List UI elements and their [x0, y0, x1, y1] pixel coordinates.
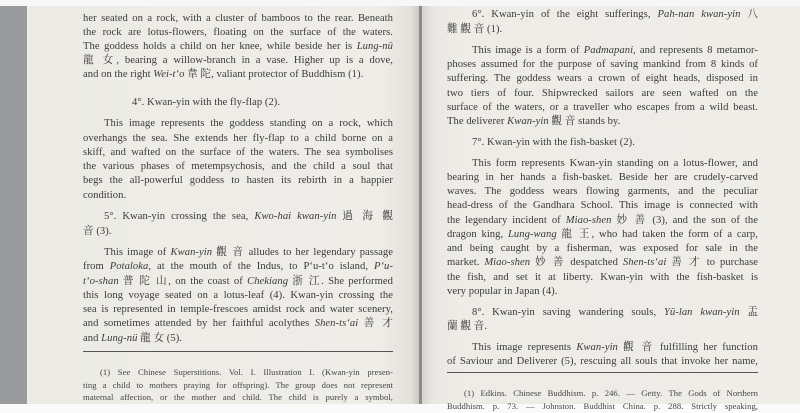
body-text-line [104, 117, 393, 131]
text-segment: the various phases of metempsychosis, and the child a soul that [83, 161, 393, 172]
body-text-line [83, 54, 393, 68]
italic-term: Shen-ts‘ai [314, 318, 359, 329]
text-segment: 6°. Kwan-yin of the eight sufferings, [472, 9, 658, 20]
body-text-line [83, 40, 393, 54]
text-segment: from [83, 261, 110, 272]
body-text-line [472, 306, 758, 320]
text-segment: very popular in Japan (4). [447, 286, 558, 297]
body-text-line [83, 260, 393, 274]
italic-term: Chekiang [247, 276, 289, 287]
text-segment: 過 海 觀 [336, 211, 394, 222]
text-segment: 盂 [739, 307, 759, 318]
text-segment: bearing in her hands a fish-basket. Beside her are crudely-carved [447, 172, 758, 183]
body-text-line [447, 355, 758, 369]
body-text-line [83, 189, 393, 203]
text-segment: 觀 音 alludes to her legendary passage [212, 247, 393, 258]
text-segment: and sometimes attended by her faithful acolythes [83, 318, 315, 329]
body-text-line [104, 246, 393, 260]
body-text-line [447, 185, 758, 199]
body-text-line [83, 225, 393, 239]
text-segment: suffering. The goddess wears a crown of eight heads, disposed in [447, 73, 758, 84]
text-segment: begs the all-powerful goddess to hasten its rebirth in a happier [83, 175, 393, 186]
text-segment: 觀 音 stands by. [548, 116, 621, 127]
text-segment: This form represents Kwan-yin standing on a lotus-flower, and [472, 158, 758, 169]
text-segment: 觀 音 fulfilling her function [617, 342, 758, 353]
footnote-line [464, 386, 758, 400]
text-segment: head-dress of the Gandhara School. This image is connected with [447, 200, 758, 211]
body-text-line [472, 136, 662, 150]
text-segment: this long voyage seated on a lotus-leaf (4). Kwan-yin crossing the [83, 290, 393, 301]
italic-term: Kwan-yin [576, 342, 618, 353]
text-segment: 5°. Kwan-yin crossing the sea, [104, 211, 255, 222]
text-segment: surface of the waters, or a traveller who escapes from a wild beast. [447, 102, 758, 113]
text-segment: skiff, and wafted on the surface of the waters. The sea symbolises [83, 147, 393, 158]
text-segment: 八 [740, 9, 759, 20]
text-segment: 妙 善 despatched [530, 257, 623, 268]
viewer-margin [0, 6, 27, 404]
italic-term: Kwan-yin [170, 247, 213, 258]
body-text-line [447, 101, 758, 115]
text-segment: 龍 王, who had taken the form of a carp, [556, 229, 758, 240]
text-segment: (1) See Chinese Superstitions. Vol. I. Illustration I. (Kwan-yin presen- [100, 367, 393, 377]
body-text-line [447, 320, 758, 334]
italic-term: Lung-wang [507, 229, 557, 240]
body-text-line [83, 289, 393, 303]
body-text-line [83, 317, 393, 331]
italic-term: Kwan-yin [507, 116, 549, 127]
italic-term: Lung-nü [356, 41, 393, 52]
body-text-line [472, 341, 758, 355]
text-segment: 4°. Kwan-yin with the fly-flap (2). [132, 97, 281, 108]
footnote-line [100, 365, 393, 379]
text-segment: This image represents the goddess standing on a rock, which [104, 118, 393, 129]
body-text-line [83, 132, 393, 146]
text-segment: and being caught by a fisherman, was exposed for sale in the [447, 243, 758, 254]
text-segment: and on the right [83, 69, 154, 80]
italic-term: Miao-shen [484, 257, 531, 268]
body-text-line [447, 271, 758, 285]
body-text-line [83, 303, 393, 317]
text-segment: dragon king, [447, 229, 508, 240]
text-segment: the rock are lotus-flowers, floating on the surface of the waters. [83, 27, 393, 38]
text-segment: at the mouth of the Indus, to P‘u-t‘o island, [151, 261, 374, 272]
footnote-divider [447, 372, 758, 373]
italic-term: Lung-nü [101, 333, 138, 344]
text-segment: Buddhism. p. 73. — Johnston. Buddhist China. p. 288. Strictly speaking, [447, 401, 758, 411]
text-segment: The goddess holds a child on her knee, while beside her is [83, 41, 357, 52]
italic-term: Yü-lan kwan-yin [663, 307, 740, 318]
body-text-line [472, 8, 758, 22]
left-page [27, 6, 419, 404]
italic-term: Kwo-hai kwan-yin [254, 211, 337, 222]
body-text-line [447, 228, 758, 242]
text-segment: 韋 陀, valiant protector of Buddhism (1). [184, 69, 364, 80]
body-text-line [447, 87, 758, 101]
text-segment: 音 (3). [83, 226, 112, 237]
body-text-line [83, 275, 393, 289]
body-text-line [447, 58, 758, 72]
text-segment: (1) Edkins. Chinese Buddhism. p. 246. — Getty. The Gods of Northern [464, 388, 758, 398]
body-text-line [83, 12, 393, 26]
text-segment: 龍 女, bearing a willow-branch in a vase. Higher up is a dove, [83, 55, 393, 66]
body-text-line [132, 96, 282, 110]
text-segment: 妙 善 (3), and the son of the [611, 215, 758, 226]
text-segment: and represents 8 metamor- [635, 45, 759, 56]
text-segment: maternal affection, or the mother and child. The child is purely a symbol, [83, 392, 393, 402]
text-segment: overhangs the sea. She extends her fly-flap to a child borne on a [83, 133, 393, 144]
body-text-line [447, 115, 758, 129]
text-segment: her seated on a rock, with a cluster of bamboos to the rear. Beneath [83, 13, 393, 24]
body-text-line [447, 23, 758, 37]
italic-term: Pah-nan kwan-yin [657, 9, 741, 20]
text-segment: waves. The goddess wears flowing garments, and the peculiar [447, 186, 758, 197]
text-segment: the legendary incident of [447, 215, 566, 226]
text-segment: 浙 江. She performed [288, 276, 393, 287]
footnote-line [447, 399, 758, 413]
text-segment: condition. [83, 190, 127, 201]
italic-term: Padmapani, [583, 45, 636, 56]
body-text-line [83, 160, 393, 174]
text-segment: 龍 女 (5). [137, 333, 183, 344]
italic-term: Miao-shen [565, 215, 612, 226]
body-text-line [472, 157, 758, 171]
italic-term: Potaloka, [109, 261, 152, 272]
text-segment: market. [447, 257, 485, 268]
text-segment: sea is represented in temple-frescoes amidst rock and water scenery, [83, 304, 393, 315]
footnote-line [83, 390, 393, 404]
italic-term: P‘u- [373, 261, 393, 272]
body-text-line [83, 26, 393, 40]
body-text-line [447, 199, 758, 213]
text-segment: 7°. Kwan-yin with the fish-basket (2). [472, 137, 635, 148]
body-text-line [104, 210, 393, 224]
body-text-line [83, 68, 393, 82]
italic-term: Wei-t‘o [153, 69, 185, 80]
text-segment: ting a child to mothers praying for offspring). The group does not represent [83, 380, 393, 390]
body-text-line [447, 214, 758, 228]
body-text-line [83, 174, 393, 188]
text-segment: 8°. Kwan-yin saving wandering souls, [472, 307, 664, 318]
right-page [422, 6, 800, 411]
body-text-line [447, 242, 758, 256]
body-text-line [472, 44, 758, 58]
text-segment: and [83, 333, 102, 344]
text-segment: two tiers of four. Shipwrecked sailors are seen wafted on the [447, 88, 758, 99]
body-text-line [447, 256, 758, 270]
italic-term: Shen-ts‘ai [622, 257, 667, 268]
text-segment: the fish, and set it at liberty. Kwan-yin with the fish-basket is [447, 272, 758, 283]
text-segment: phoses assumed for the purpose of saving mankind from 8 kinds of [447, 59, 758, 70]
text-segment: of Saviour and Deliverer (5), rescuing all souls that invoke her name, [447, 356, 758, 367]
body-text-line [447, 171, 758, 185]
text-segment: 難 觀 音 (1). [447, 24, 503, 35]
footnote-divider [83, 351, 393, 352]
body-text-line [447, 72, 758, 86]
body-text-line [83, 332, 393, 346]
text-segment: 蘭 觀 音. [447, 321, 488, 332]
text-segment: 善 才 to purchase [666, 257, 758, 268]
italic-term: t‘o-shan [83, 276, 119, 287]
text-segment: 普 陀 山, on the coast of [118, 276, 248, 287]
text-segment: 善 才 [358, 318, 394, 329]
body-text-line [447, 285, 758, 299]
text-segment: This image of [104, 247, 171, 258]
text-segment: This image represents [472, 342, 577, 353]
text-segment: This image is a form of [472, 45, 584, 56]
text-segment: The deliverer [447, 116, 508, 127]
body-text-line [83, 146, 393, 160]
